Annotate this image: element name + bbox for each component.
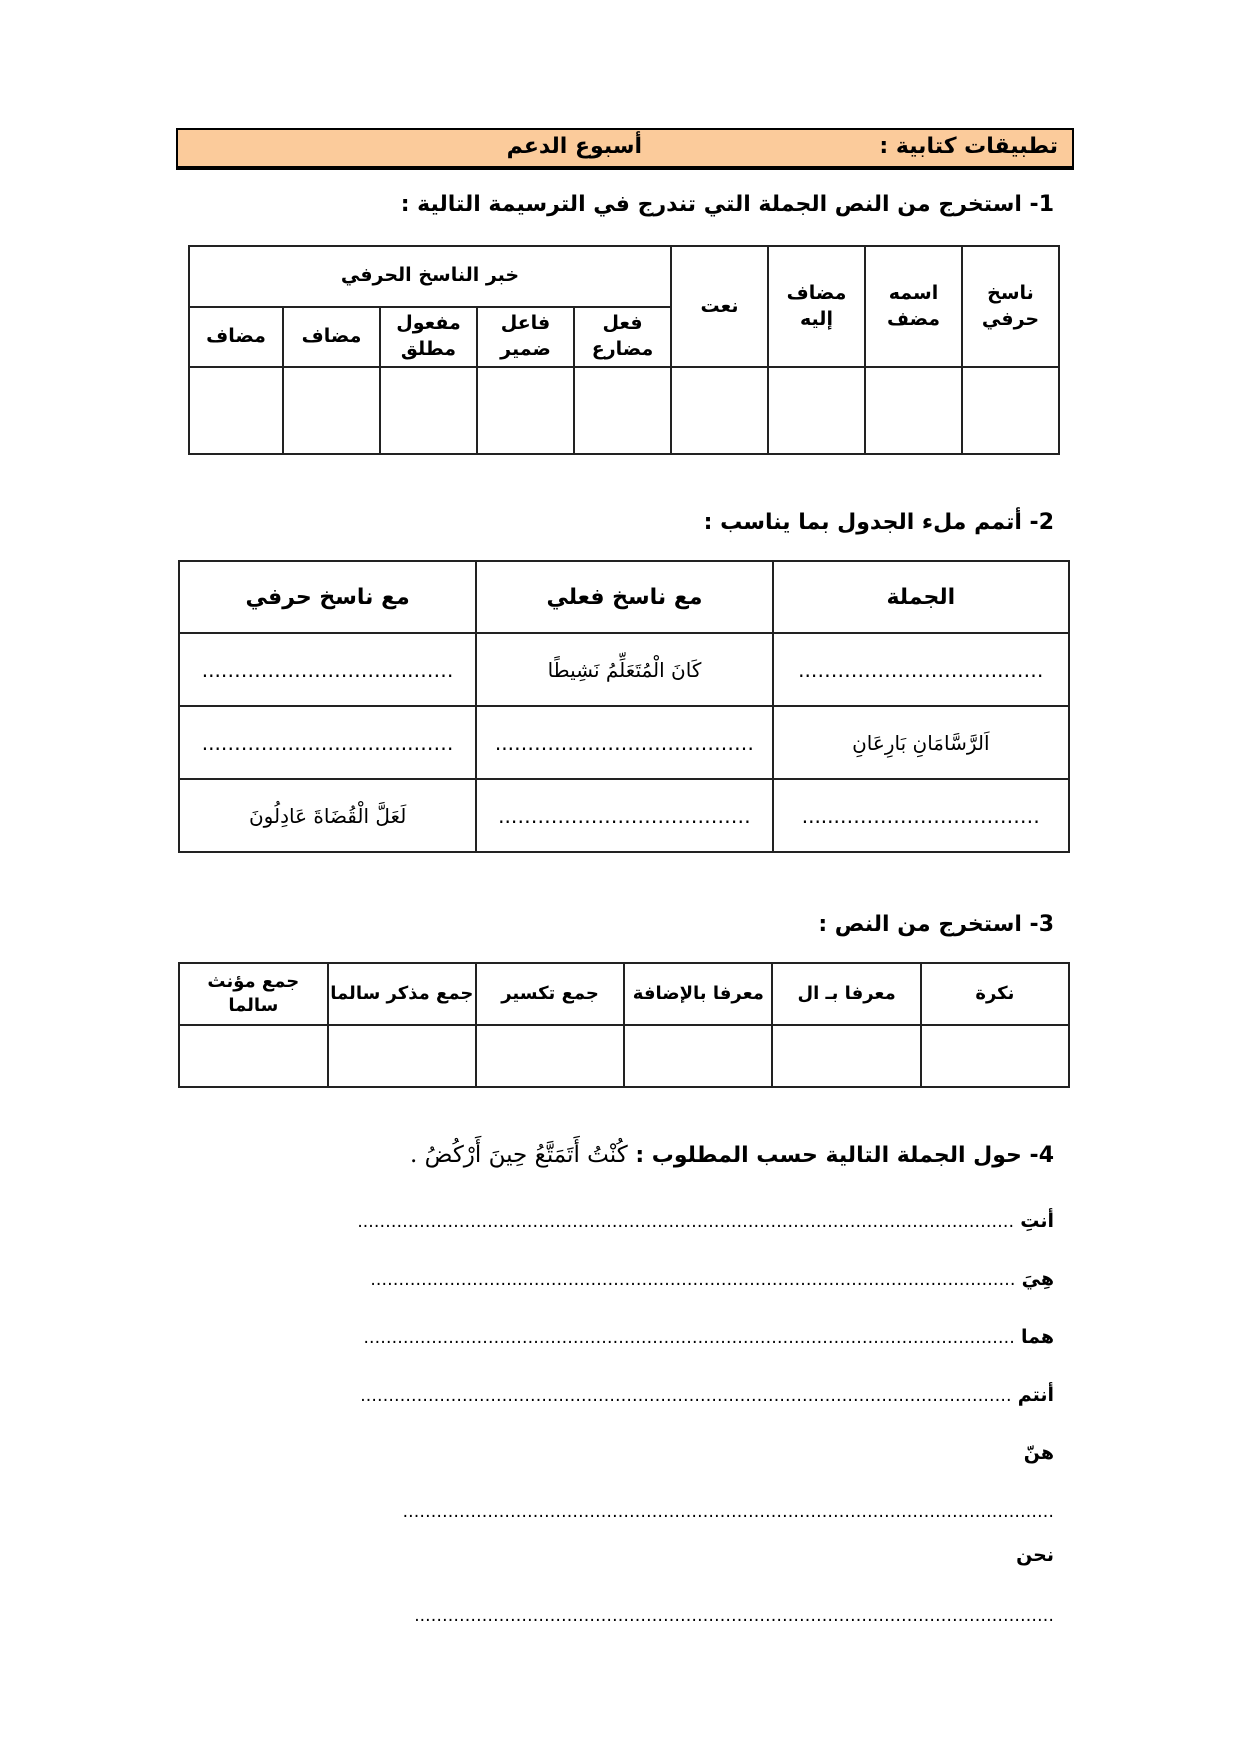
answer-cell[interactable]: ……..……………………….. [773,633,1069,706]
answer-cell[interactable] [768,367,865,454]
table-row [179,779,1069,852]
q4-line-dots: ………………………………………………………………………………………………….. [414,1606,1054,1626]
q3-title: 3- استخرج من النص : [818,912,1054,937]
col-mafool: مفعول مطلق [380,307,477,368]
answer-cell[interactable] [671,367,768,454]
answer-cell[interactable]: …………………………...... [773,779,1069,852]
col-fiil: فعل مضارع [574,307,671,368]
q4-line-dots: ……………………………………………………………………………..……………………. [370,1270,1016,1290]
answer-cell[interactable]: ……..………………………... [179,633,476,706]
q4-line-label: هما [1020,1326,1054,1348]
q4-line[interactable] [414,1604,1054,1626]
q4-title [410,1142,1054,1168]
answer-cell[interactable] [772,1025,920,1087]
q2-header-jumla: الجملة [773,561,1069,633]
answer-cell[interactable] [476,1025,624,1087]
answer-cell[interactable] [921,1025,1069,1087]
col-fail: فاعل ضمير [477,307,574,368]
answer-cell[interactable]: ……………………………….. [476,779,772,852]
col-harfi: ناسخ حرفي [962,246,1059,367]
col-mudaf-1: مضاف [283,307,380,368]
q2-title: 2- أتمم ملء الجدول بما يناسب : [703,510,1054,535]
answer-cell[interactable] [189,367,283,454]
answer-cell[interactable] [624,1025,772,1087]
col-khabar: خبر الناسخ الحرفي [189,246,671,307]
q3-table [178,962,1070,1088]
q1-title: 1- استخرج من النص الجملة التي تندرج في الترسيمة التالية : [400,192,1054,217]
answer-cell[interactable] [380,367,477,454]
answer-cell[interactable] [962,367,1059,454]
q3-header-taksir: جمع تكسير [476,963,624,1025]
col-naat: نعت [671,246,768,367]
answer-cell[interactable] [477,367,574,454]
q4-line-dots: …………………………………………………………………………………………………….. [357,1212,1015,1232]
q4-line-dots: ……………………………………………………………………………………………………. [360,1386,1012,1406]
q4-line-dots: ……………………………………………………………………………………………………. [363,1328,1015,1348]
q4-line[interactable] [360,1384,1054,1406]
q3-answer-row [179,1025,1069,1087]
q3-header-mudhakkar: جمع مذكر سالما [328,963,476,1025]
table-row [179,633,1069,706]
q4-line [1016,1544,1054,1566]
table-row [179,706,1069,779]
q2-header-harfi: مع ناسخ حرفي [179,561,476,633]
given-sentence: اَلرَّسَّامَانِ بَارِعَانِ [773,706,1069,779]
header-banner [176,128,1074,170]
answer-cell[interactable]: ……..………………………... [179,706,476,779]
q3-header-al: معرفا بـ ال [772,963,920,1025]
q1-table [188,245,1060,455]
q1-answer-row [189,367,1059,454]
answer-cell[interactable] [328,1025,476,1087]
q4-line-label: أنتِ [1020,1210,1054,1232]
q4-line[interactable] [357,1210,1054,1232]
given-sentence: لَعَلَّ الْقُضَاةَ عَادِلُونَ [179,779,476,852]
q4-line-label: أنتم [1017,1384,1054,1406]
header-subtitle: أسبوع الدعم [506,134,642,159]
q4-line-label: هنّ [1023,1442,1054,1464]
q4-line-label: هِيَ [1021,1268,1054,1290]
answer-cell[interactable]: ………………………………... [476,706,772,779]
q4-instruction: 4- حول الجملة التالية حسب المطلوب : [635,1143,1054,1168]
header-title: تطبيقات كتابية : [879,134,1058,159]
q2-table [178,560,1070,853]
q3-header-muannath: جمع مؤنث سالما [179,963,328,1025]
col-mudaf-2: مضاف [189,307,283,368]
answer-cell[interactable] [179,1025,328,1087]
answer-cell[interactable] [574,367,671,454]
answer-cell[interactable] [283,367,380,454]
q2-header-fili: مع ناسخ فعلي [476,561,772,633]
q4-sentence: كُنْتُ أَتَمَتَّعُ حِينَ أَرْكُضُ . [410,1142,628,1168]
given-sentence: كَانَ الْمُتَعَلِّمُ نَشِيطًا [476,633,772,706]
q4-line[interactable] [403,1500,1054,1522]
col-mudaf-ilayh: مضاف إليه [768,246,865,367]
col-ismuhu: اسمه مضف [865,246,962,367]
q4-line[interactable] [364,1326,1055,1348]
q3-header-nakira: نكرة [921,963,1069,1025]
q3-header-idafa: معرفا بالإضافة [624,963,772,1025]
q4-line-dots: ……………………………………………………………………………………………………. [402,1502,1054,1522]
q4-line-label: نحن [1016,1544,1054,1566]
answer-cell[interactable] [865,367,962,454]
q4-line[interactable] [370,1268,1054,1290]
q4-line [1024,1442,1054,1464]
